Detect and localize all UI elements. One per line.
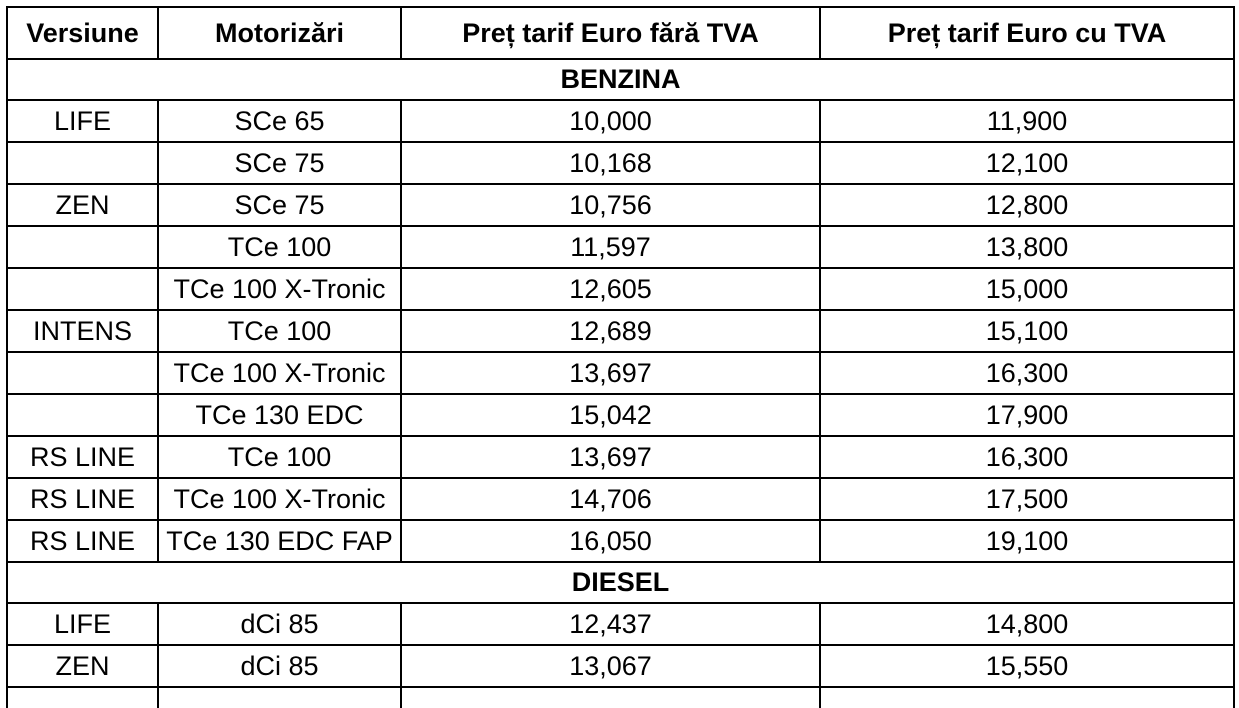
cell-empty bbox=[401, 687, 820, 708]
cell-pret-fara-tva: 10,000 bbox=[401, 100, 820, 142]
cell-pret-cu-tva: 12,800 bbox=[820, 184, 1234, 226]
cell-motorizare: SCe 75 bbox=[158, 142, 401, 184]
cell-pret-cu-tva: 14,800 bbox=[820, 603, 1234, 645]
table-row bbox=[7, 352, 1234, 394]
table-row bbox=[7, 100, 1234, 142]
cell-pret-fara-tva: 12,689 bbox=[401, 310, 820, 352]
cell-pret-cu-tva: 16,300 bbox=[820, 352, 1234, 394]
cell-versiune: LIFE bbox=[7, 100, 158, 142]
cell-pret-cu-tva: 12,100 bbox=[820, 142, 1234, 184]
cell-pret-fara-tva: 14,706 bbox=[401, 478, 820, 520]
cell-versiune: LIFE bbox=[7, 603, 158, 645]
cell-versiune bbox=[7, 268, 158, 310]
table-row bbox=[7, 603, 1234, 645]
table-row bbox=[7, 645, 1234, 687]
section-title: DIESEL bbox=[7, 562, 1234, 603]
cell-motorizare: TCe 100 bbox=[158, 436, 401, 478]
header-pret-cu-tva: Preț tarif Euro cu TVA bbox=[820, 7, 1234, 59]
table-row bbox=[7, 520, 1234, 562]
cell-pret-cu-tva: 15,550 bbox=[820, 645, 1234, 687]
table-row bbox=[7, 184, 1234, 226]
cell-motorizare: SCe 65 bbox=[158, 100, 401, 142]
cell-pret-fara-tva: 15,042 bbox=[401, 394, 820, 436]
section-title: BENZINA bbox=[7, 59, 1234, 100]
cell-motorizare: TCe 130 EDC bbox=[158, 394, 401, 436]
cell-motorizare: TCe 100 X-Tronic bbox=[158, 352, 401, 394]
cell-versiune bbox=[7, 142, 158, 184]
cell-motorizare: TCe 100 X-Tronic bbox=[158, 268, 401, 310]
cell-versiune bbox=[7, 352, 158, 394]
cell-motorizare: TCe 130 EDC FAP bbox=[158, 520, 401, 562]
cell-versiune: RS LINE bbox=[7, 436, 158, 478]
cell-pret-cu-tva: 13,800 bbox=[820, 226, 1234, 268]
table-row bbox=[7, 478, 1234, 520]
cell-pret-cu-tva: 16,300 bbox=[820, 436, 1234, 478]
table-row bbox=[7, 268, 1234, 310]
cell-motorizare: TCe 100 bbox=[158, 226, 401, 268]
cell-pret-cu-tva: 15,100 bbox=[820, 310, 1234, 352]
section-row bbox=[7, 59, 1234, 100]
table-row bbox=[7, 142, 1234, 184]
table-row bbox=[7, 394, 1234, 436]
header-versiune: Versiune bbox=[7, 7, 158, 59]
cell-versiune bbox=[7, 394, 158, 436]
cell-pret-fara-tva: 13,697 bbox=[401, 352, 820, 394]
cell-versiune bbox=[7, 226, 158, 268]
section-row bbox=[7, 562, 1234, 603]
cell-empty bbox=[7, 687, 158, 708]
header-motorizari: Motorizări bbox=[158, 7, 401, 59]
cell-pret-cu-tva: 17,900 bbox=[820, 394, 1234, 436]
cell-pret-fara-tva: 12,605 bbox=[401, 268, 820, 310]
cell-empty bbox=[820, 687, 1234, 708]
cell-pret-fara-tva: 11,597 bbox=[401, 226, 820, 268]
cell-empty bbox=[158, 687, 401, 708]
cell-versiune: ZEN bbox=[7, 645, 158, 687]
cell-pret-cu-tva: 15,000 bbox=[820, 268, 1234, 310]
cell-pret-fara-tva: 12,437 bbox=[401, 603, 820, 645]
cell-versiune: ZEN bbox=[7, 184, 158, 226]
price-table bbox=[6, 6, 1235, 708]
table-row bbox=[7, 436, 1234, 478]
cell-pret-cu-tva: 17,500 bbox=[820, 478, 1234, 520]
cell-pret-cu-tva: 11,900 bbox=[820, 100, 1234, 142]
cell-pret-fara-tva: 13,697 bbox=[401, 436, 820, 478]
cell-versiune: RS LINE bbox=[7, 478, 158, 520]
cell-motorizare: TCe 100 X-Tronic bbox=[158, 478, 401, 520]
cell-pret-fara-tva: 13,067 bbox=[401, 645, 820, 687]
cell-pret-fara-tva: 10,168 bbox=[401, 142, 820, 184]
table-body bbox=[7, 59, 1234, 708]
table-header-row bbox=[7, 7, 1234, 59]
cell-pret-cu-tva: 19,100 bbox=[820, 520, 1234, 562]
header-pret-fara-tva: Preț tarif Euro fără TVA bbox=[401, 7, 820, 59]
price-table-container bbox=[6, 6, 1233, 708]
cell-pret-fara-tva: 16,050 bbox=[401, 520, 820, 562]
table-row-partial bbox=[7, 687, 1234, 708]
cell-motorizare: SCe 75 bbox=[158, 184, 401, 226]
cell-pret-fara-tva: 10,756 bbox=[401, 184, 820, 226]
cell-versiune: INTENS bbox=[7, 310, 158, 352]
cell-motorizare: TCe 100 bbox=[158, 310, 401, 352]
table-row bbox=[7, 226, 1234, 268]
table-row bbox=[7, 310, 1234, 352]
cell-motorizare: dCi 85 bbox=[158, 603, 401, 645]
cell-versiune: RS LINE bbox=[7, 520, 158, 562]
cell-motorizare: dCi 85 bbox=[158, 645, 401, 687]
